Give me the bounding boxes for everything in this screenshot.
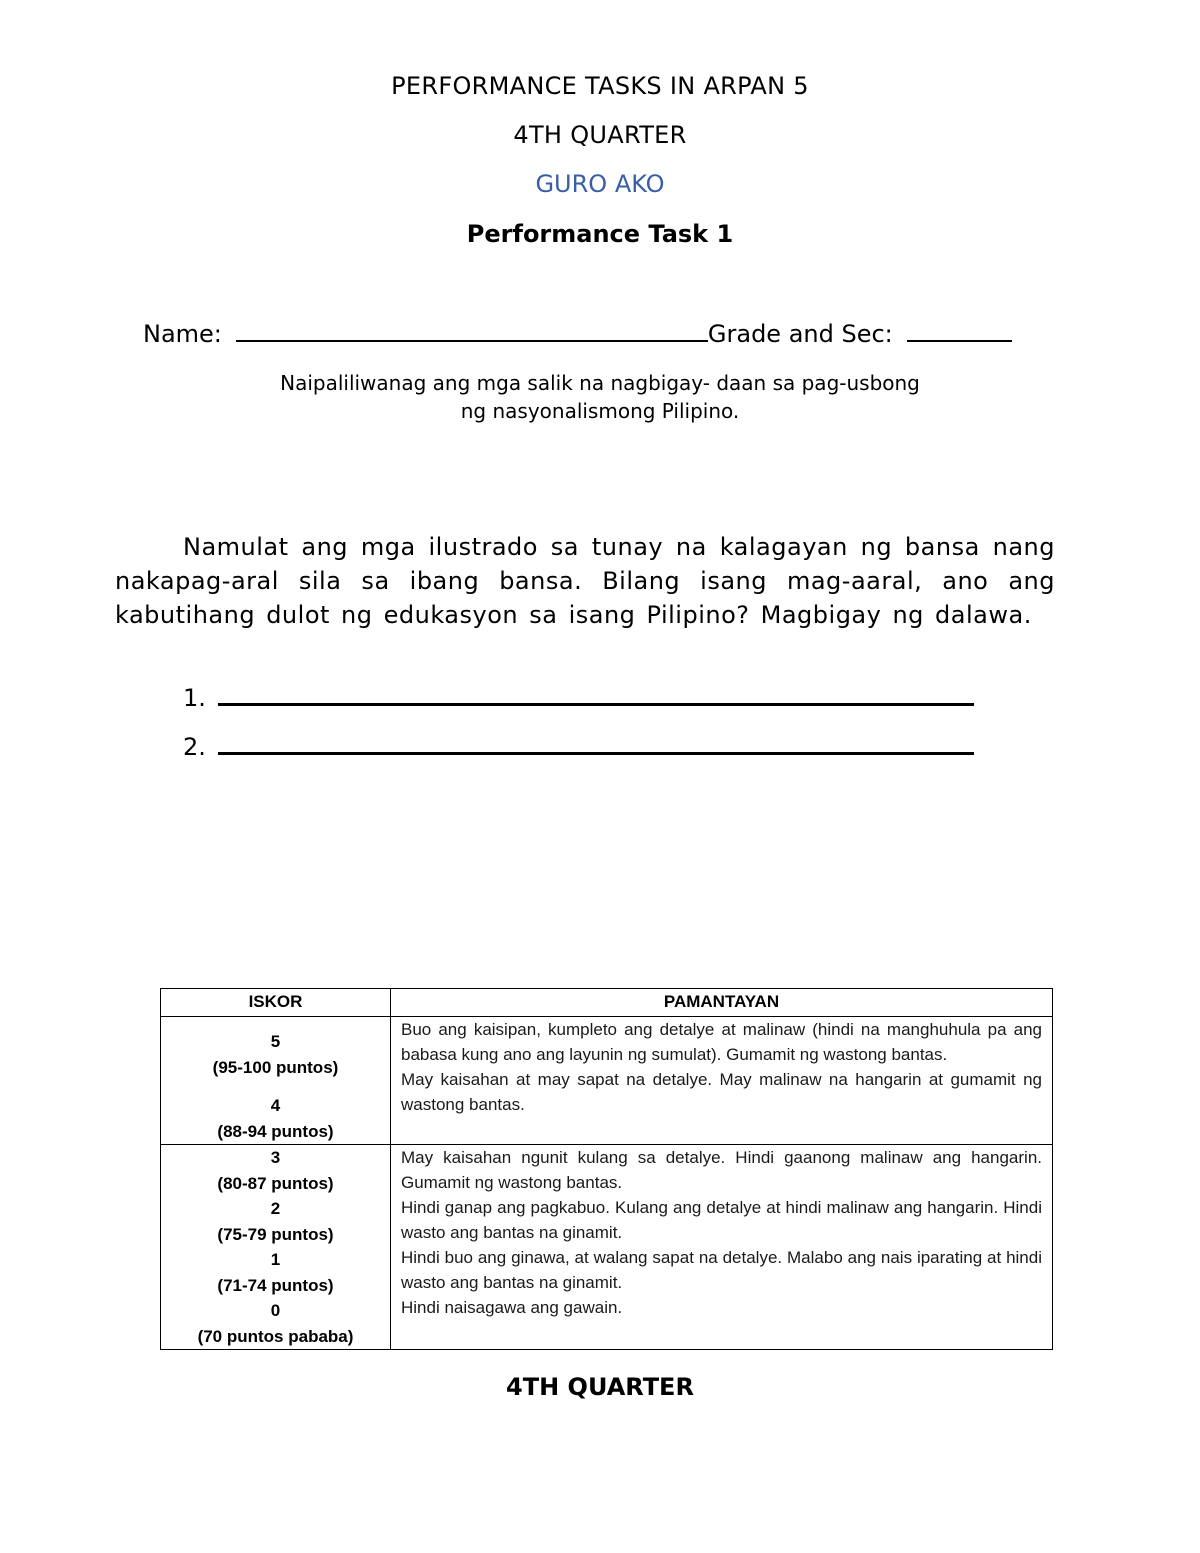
answer-row-2 (183, 732, 974, 761)
criteria-text: Hindi ganap ang pagkabuo. Kulang ang detalye at hindi malinaw ang hangarin. Hindi wasto ang bantas na ginamit. (401, 1198, 1042, 1242)
document-title: PERFORMANCE TASKS IN ARPAN 5 (391, 72, 809, 100)
score-range: (80-87 puntos) (217, 1173, 334, 1193)
rubric-row-group-2 (161, 1145, 1053, 1350)
rubric-row-group-1 (161, 1017, 1053, 1145)
footer-quarter-heading: 4TH QUARTER (506, 1373, 694, 1401)
header-iskor: ISKOR (161, 989, 391, 1017)
answer-row-1 (183, 683, 974, 712)
grade-section-field[interactable] (907, 318, 1012, 342)
score-value: 2 (270, 1199, 281, 1218)
quarter-heading: 4TH QUARTER (513, 121, 687, 149)
name-grade-row (143, 318, 1012, 348)
header-pamantayan: PAMANTAYAN (391, 989, 1053, 1017)
answer-number: 1. (183, 684, 206, 712)
score-range: (95-100 puntos) (212, 1057, 339, 1077)
rubric-table (160, 988, 1053, 1350)
name-field[interactable] (236, 318, 708, 342)
criteria-text: May kaisahan at may sapat na detalye. May malinaw na hangarin at gumamit ng wastong bantas. (401, 1070, 1042, 1114)
guro-ako-label: GURO AKO (535, 170, 665, 198)
score-cell-group-1 (161, 1017, 391, 1145)
score-range: (71-74 puntos) (217, 1275, 334, 1295)
criteria-text: Hindi buo ang ginawa, at walang sapat na detalye. Malabo ang nais iparating at hindi wasto ang bantas na ginamit. (401, 1248, 1042, 1292)
criteria-text: May kaisahan ngunit kulang sa detalye. Hindi gaanong malinaw ang hangarin. Gumamit ng wastong bantas. (401, 1148, 1042, 1192)
task-heading: Performance Task 1 (466, 220, 734, 248)
criteria-cell-group-1 (391, 1017, 1053, 1145)
question-text: Namulat ang mga ilustrado sa tunay na kalagayan ng bansa nang nakapag-aral sila sa ibang bansa. Bilang isang mag-aaral, ano ang kabutihang dulot ng edukasyon sa isang Pilipino? Magbigay ng dalawa. (115, 533, 1055, 629)
score-cell-group-2 (161, 1145, 391, 1350)
objective-line-1: Naipaliliwanag ang mga salik na nagbigay- daan sa pag-usbong (280, 371, 920, 395)
grade-section-label: Grade and Sec: (707, 320, 893, 348)
score-range: (88-94 puntos) (217, 1121, 334, 1141)
criteria-cell-group-2 (391, 1145, 1053, 1350)
score-value: 5 (270, 1032, 281, 1051)
objective (0, 369, 1200, 425)
answer-line-2[interactable] (218, 732, 974, 755)
name-label: Name: (143, 320, 222, 348)
score-value: 3 (270, 1148, 281, 1167)
score-value: 4 (270, 1096, 281, 1115)
objective-line-2: ng nasyonalismong Pilipino. (460, 399, 740, 423)
criteria-text: Buo ang kaisipan, kumpleto ang detalye at malinaw (hindi na manghuhula pa ang babasa kung ano ang layunin ng sumulat). Gumamit ng wastong bantas. (401, 1020, 1042, 1064)
score-range: (70 puntos pababa) (197, 1326, 354, 1346)
score-value: 1 (270, 1250, 281, 1269)
score-value: 0 (270, 1301, 281, 1320)
answer-line-1[interactable] (218, 683, 974, 706)
criteria-text: Hindi naisagawa ang gawain. (401, 1298, 623, 1317)
score-range: (75-79 puntos) (217, 1224, 334, 1244)
question-paragraph (115, 530, 1055, 632)
rubric-header-row (161, 989, 1053, 1017)
answer-number: 2. (183, 733, 206, 761)
